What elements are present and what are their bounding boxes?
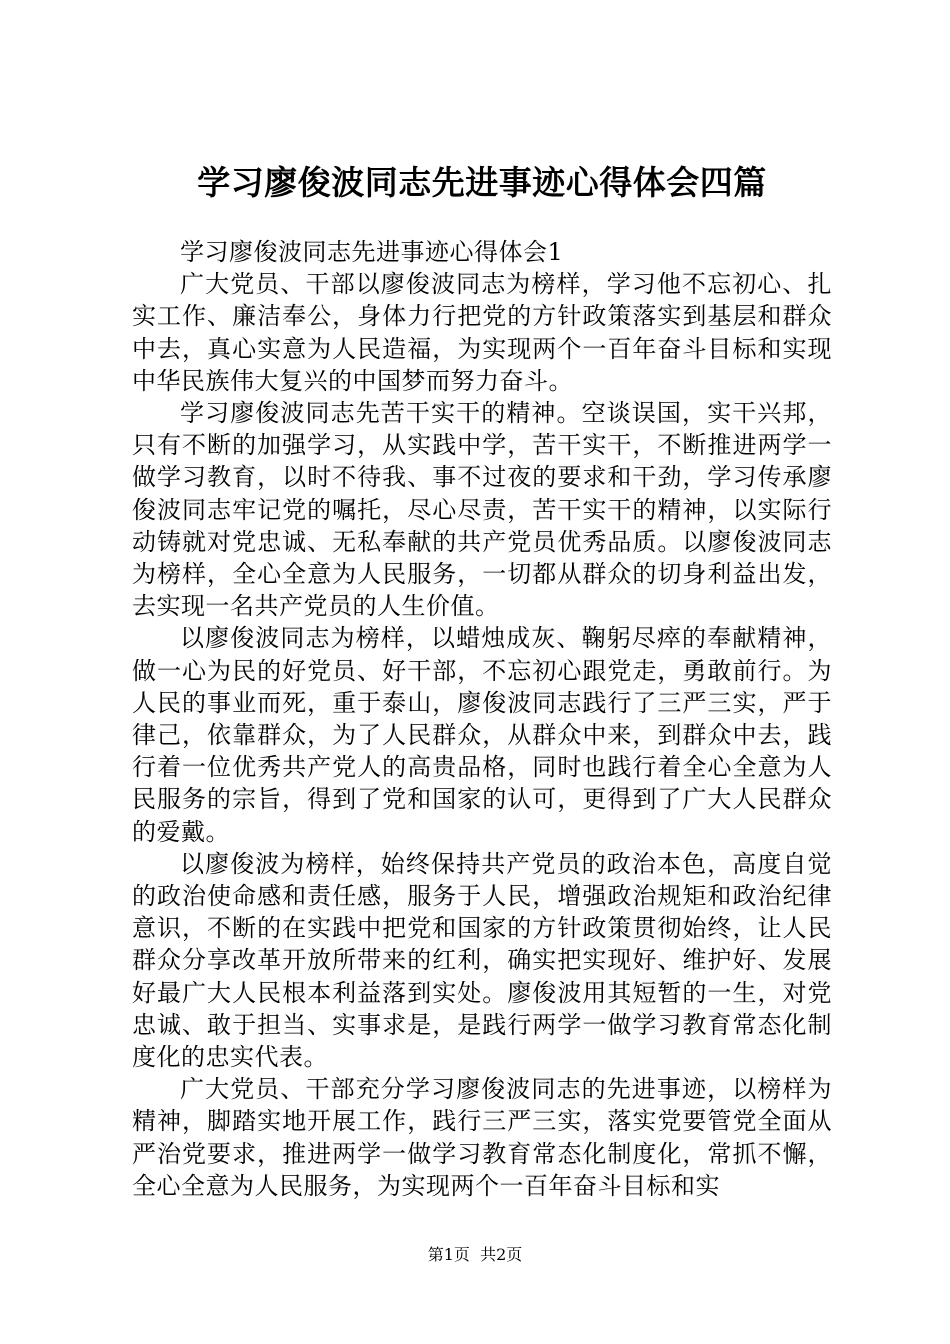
body-paragraph: 以廖俊波同志为榜样，以蜡烛成灰、鞠躬尽瘁的奉献精神，做一心为民的好党员、好干部，不忘初心跟党走，勇敢前行。为人民的事业而死，重于泰山，廖俊波同志践行了三严三实，严于律己，依靠群众，为了人民群众，从群众中来，到群众中去，践行着一位优秀共产党人的高贵品格，同时也践行着全心全意为人民服务的宗旨，得到了党和国家的认可，更得到了广大人民群众的爱戴。 [132,624,832,846]
body-paragraph: 广大党员、干部以廖俊波同志为榜样，学习他不忘初心、扎实工作、廉洁奉公，身体力行把党的方针政策落实到基层和群众中去，真心实意为人民造福，为实现两个一百年奋斗目标和实现中华民族伟大复兴的中国梦而努力奋斗。 [132,270,832,395]
body-paragraph: 以廖俊波为榜样，始终保持共产党员的政治本色，高度自觉的政治使命感和责任感，服务于人民，增强政治规矩和政治纪律意识，不断的在实践中把党和国家的方针政策贯彻始终，让人民群众分享改革开放所带来的红利，确实把实现好、维护好、发展好最广大人民根本利益落到实处。廖俊波用其短暂的一生，对党忠诚、敢于担当、实事求是，是践行两学一做学习教育常态化制度化的忠实代表。 [132,849,832,1072]
document-body [132,236,832,1202]
subtitle-paragraph: 学习廖俊波同志先进事迹心得体会1 [180,238,564,266]
page-footer [0,1244,950,1266]
body-paragraph: 学习廖俊波同志先苦干实干的精神。空谈误国，实干兴邦，只有不断的加强学习，从实践中学，苦干实干，不断推进两学一做学习教育，以时不待我、事不过夜的要求和干劲，学习传承廖俊波同志牢记党的嘱托，尽心尽责，苦干实干的精神，以实际行动铸就对党忠诚、无私奉献的共产党员优秀品质。以廖俊波同志为榜样，全心全意为人民服务，一切都从群众的切身利益出发，去实现一名共产党员的人生价值。 [132,399,832,621]
body-paragraph: 广大党员、干部充分学习廖俊波同志的先进事迹，以榜样为精神，脚踏实地开展工作，践行三严三实，落实党要管党全面从严治党要求，推进两学一做学习教育常态化制度化，常抓不懈，全心全意为人民服务，为实现两个一百年奋斗目标和实 [132,1075,832,1200]
document-page [132,0,832,1344]
page-number-label: 第1页 共2页 [427,1245,523,1264]
document-title: 学习廖俊波同志先进事迹心得体会四篇 [197,163,767,202]
